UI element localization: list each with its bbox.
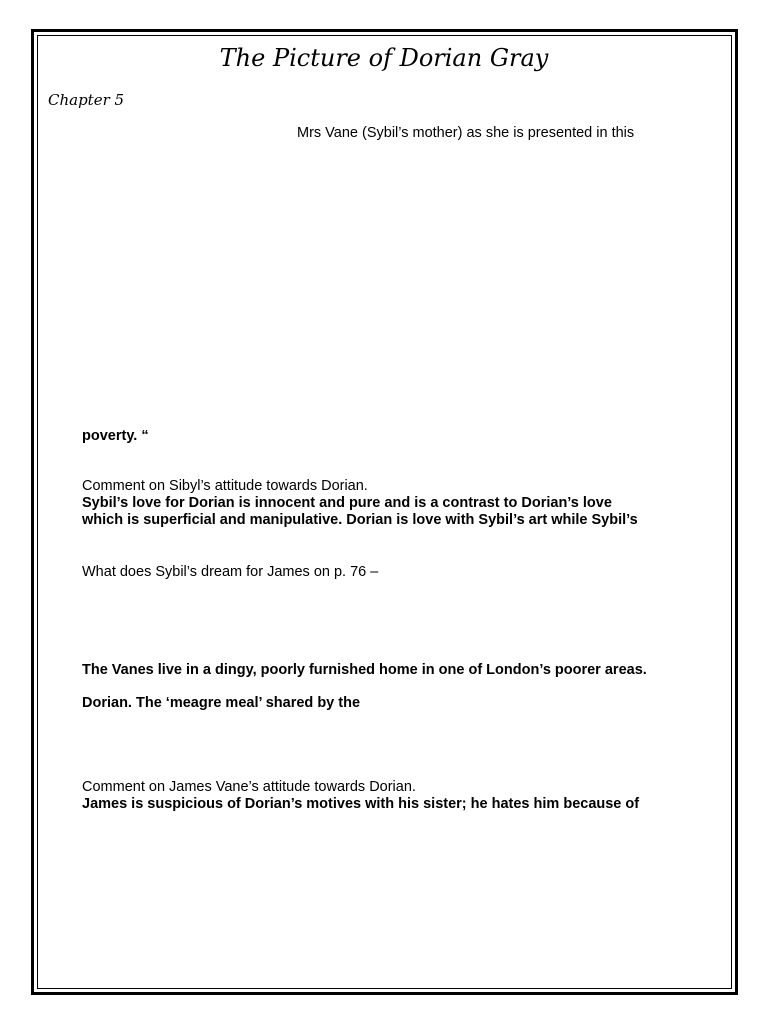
meagre-meal-text: Dorian. The ‘meagre meal’ shared by the: [82, 695, 361, 711]
vanes-home-text: The Vanes live in a dingy, poorly furnished home in one of London’s poorer areas.: [82, 662, 647, 678]
chapter-heading: Chapter 5: [48, 91, 125, 109]
james-answer: James is suspicious of Dorian’s motives with his sister; he hates him because of: [82, 796, 640, 812]
document-title: The Picture of Dorian Gray: [219, 44, 549, 72]
sibyl-question: Comment on Sibyl’s attitude towards Dorian.: [82, 478, 368, 494]
poverty-line: poverty. “: [82, 428, 149, 444]
sibyl-answer-line-1: Sybil’s love for Dorian is innocent and pure and is a contrast to Dorian’s love: [82, 495, 612, 511]
sibyl-answer-line-2: which is superficial and manipulative. Dorian is love with Sybil’s art while Sybil’s: [82, 512, 638, 528]
dream-question: What does Sybil’s dream for James on p. 76 –: [82, 564, 379, 580]
james-question: Comment on James Vane’s attitude towards Dorian.: [82, 779, 416, 795]
mrs-vane-prompt: Mrs Vane (Sybil’s mother) as she is presented in this: [297, 125, 635, 141]
